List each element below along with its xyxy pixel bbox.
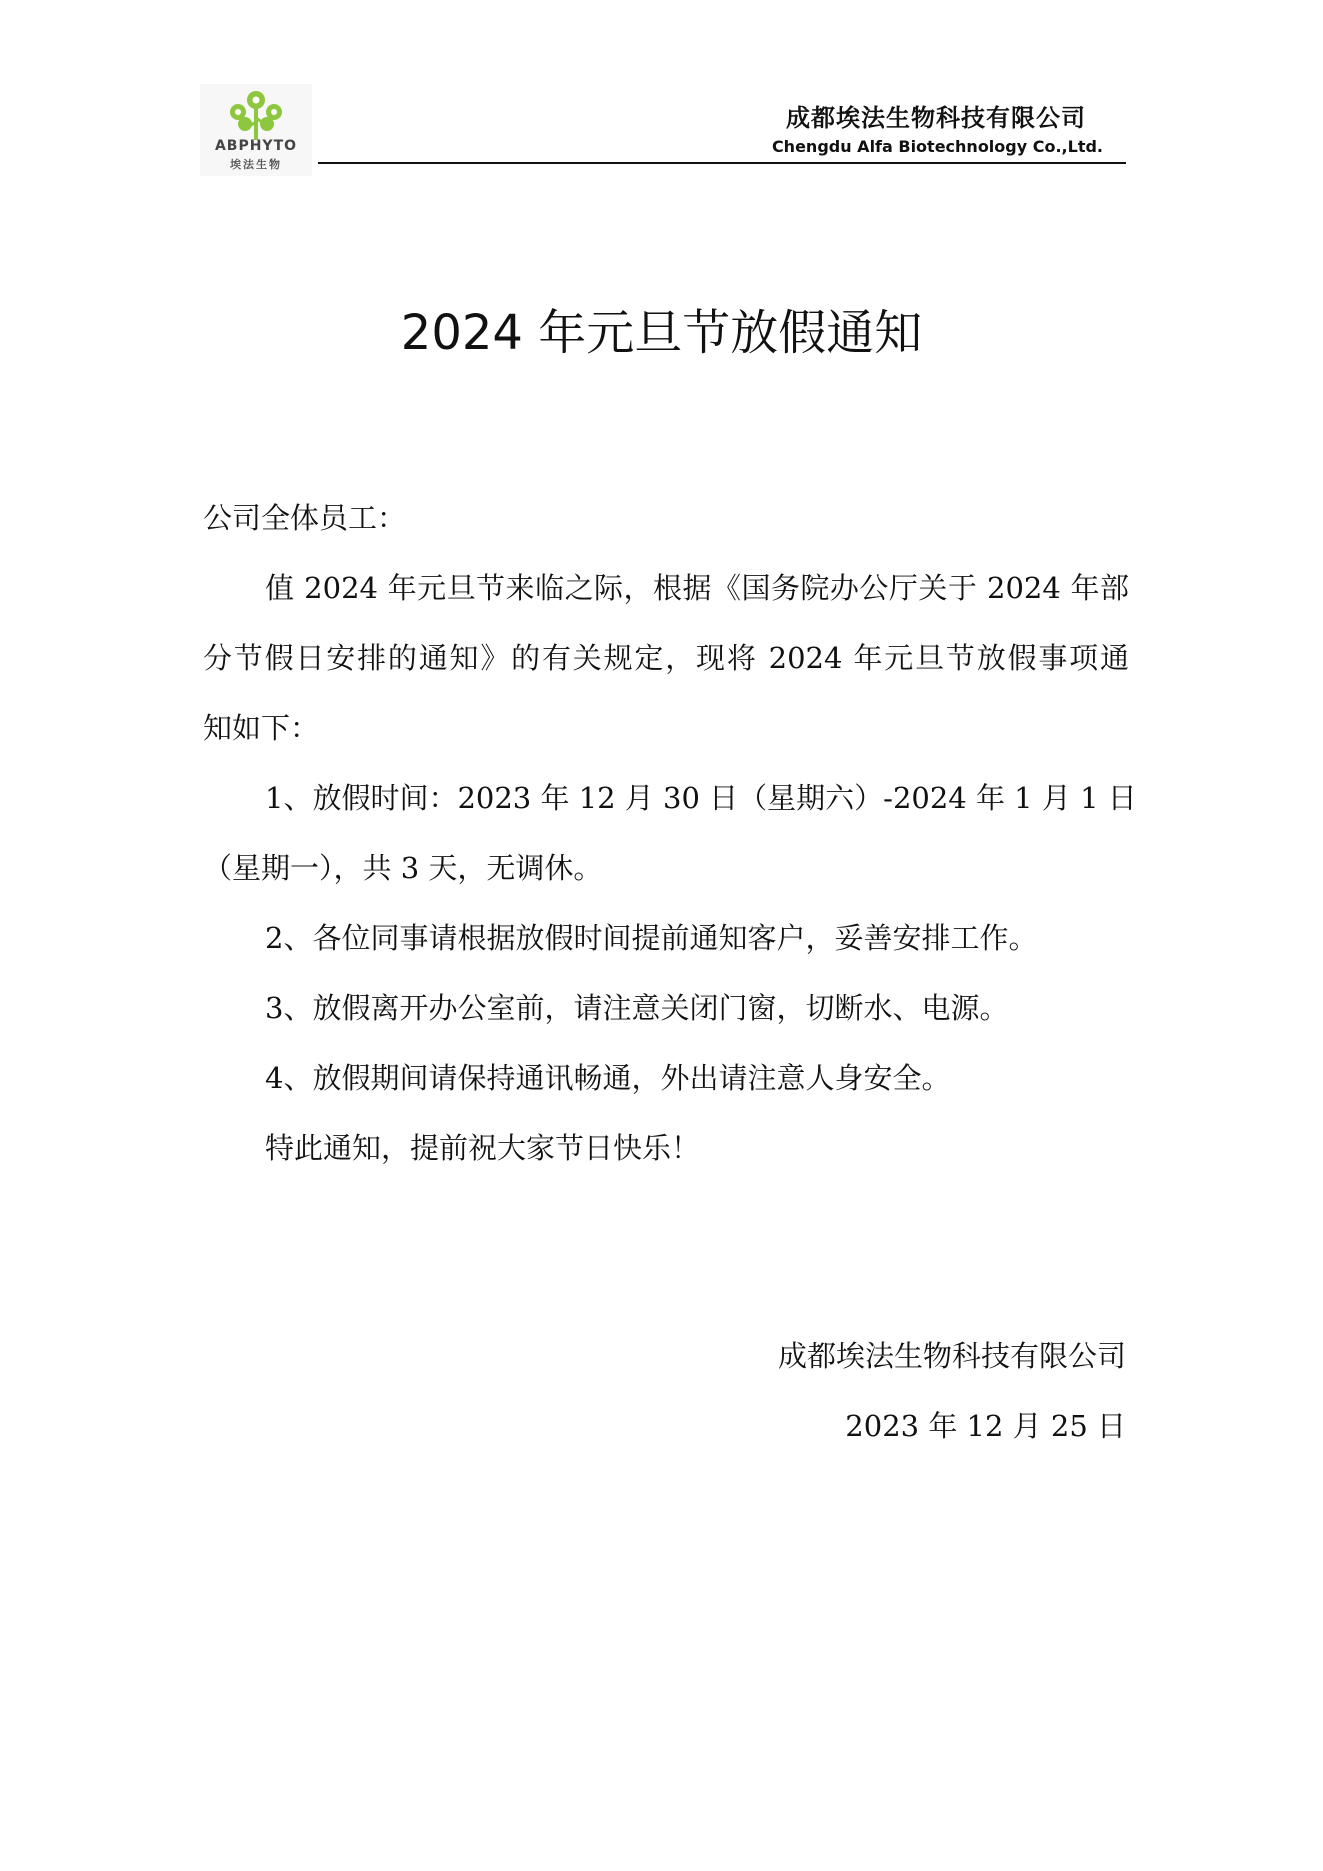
greeting: 公司全体员工： [203,501,407,535]
intro-line-3: 知如下： [203,711,320,745]
item-1-line-1: 1、放假时间：2023 年 12 月 30 日（星期六）-2024 年 1 月 1 日 [265,781,1137,815]
logo-brand-cn: 埃法生物 [230,158,282,171]
notice-title: 2024 年元旦节放假通知 [400,305,923,361]
item-4: 4、放假期间请保持通讯畅通，外出请注意人身安全。 [265,1061,951,1095]
signature-date: 2023 年 12 月 25 日 [845,1409,1126,1443]
item-3: 3、放假离开办公室前，请注意关闭门窗，切断水、电源。 [265,991,1009,1025]
intro-line-1: 值 2024 年元旦节来临之际，根据《国务院办公厅关于 2024 年部 [265,571,1129,605]
closing-line: 特此通知，提前祝大家节日快乐！ [265,1131,701,1165]
tree-leaf-logo-icon [218,88,294,142]
item-1-line-2: （星期一），共 3 天，无调休。 [203,851,603,885]
intro-line-2: 分节假日安排的通知》的有关规定，现将 2024 年元旦节放假事项通 [203,641,1129,675]
item-2: 2、各位同事请根据放假时间提前通知客户，妥善安排工作。 [265,921,1038,955]
header-company-name-en: Chengdu Alfa Biotechnology Co.,Ltd. [771,137,1103,156]
company-logo [200,84,312,176]
signature-company: 成都埃法生物科技有限公司 [777,1339,1126,1373]
header-divider [318,162,1126,164]
logo-brand-en: ABPHYTO [214,138,298,154]
header-company-name-cn: 成都埃法生物科技有限公司 [786,104,1086,132]
